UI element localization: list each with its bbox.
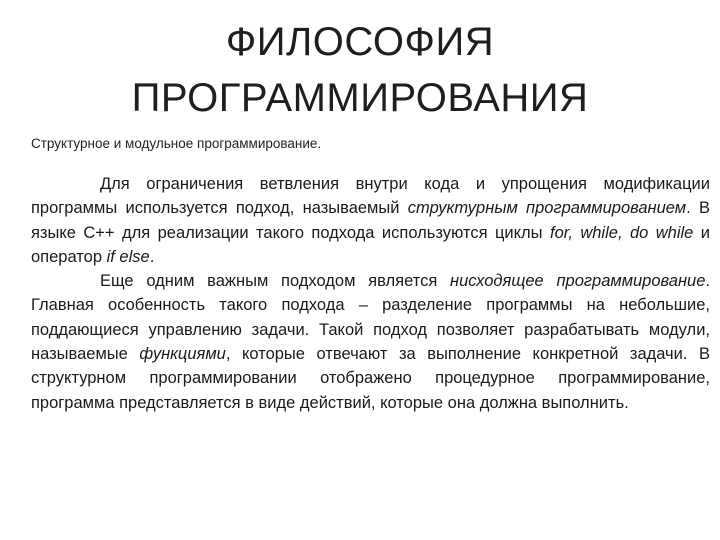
title-line-2: ПРОГРАММИРОВАНИЯ	[131, 76, 589, 120]
p1-term-loops: for, while, do while	[549, 223, 694, 242]
slide-title	[0, 14, 720, 126]
p1-text-4: .	[149, 247, 155, 266]
p1-text-2: . В языке C++ для реализации такого подхода используются циклы	[31, 199, 710, 242]
p1-term-structured: структурным программированием	[407, 199, 687, 218]
slide-body	[31, 172, 710, 415]
p2-text-1: Еще одним важным подходом является	[100, 272, 450, 291]
paragraph-topdown	[31, 269, 710, 415]
p2-term-functions: функциями	[139, 345, 226, 364]
title-line-1: ФИЛОСОФИЯ	[225, 20, 495, 64]
p1-text-3: и оператор	[31, 223, 710, 266]
paragraph-structured	[31, 172, 710, 269]
p2-text-3: , которые отвечают за выполнение конкретной задачи. В структурном программировании отображено процедурное программирование, программа представляется в виде действий, которые она должна выполнить.	[31, 345, 710, 412]
p1-term-ifelse: if else	[106, 247, 150, 266]
p2-text-2: . Главная особенность такого подхода – разделение программы на небольшие, поддающиеся управлению задачи. Такой подход позволяет разрабатывать модули, называемые	[31, 272, 710, 364]
p2-term-topdown: нисходящее программирование	[450, 272, 706, 291]
section-subtitle: Структурное и модульное программирование.	[31, 136, 322, 151]
p1-text-1: Для ограничения ветвления внутри кода и упрощения модификации программы используется подход, называемый	[31, 175, 710, 218]
